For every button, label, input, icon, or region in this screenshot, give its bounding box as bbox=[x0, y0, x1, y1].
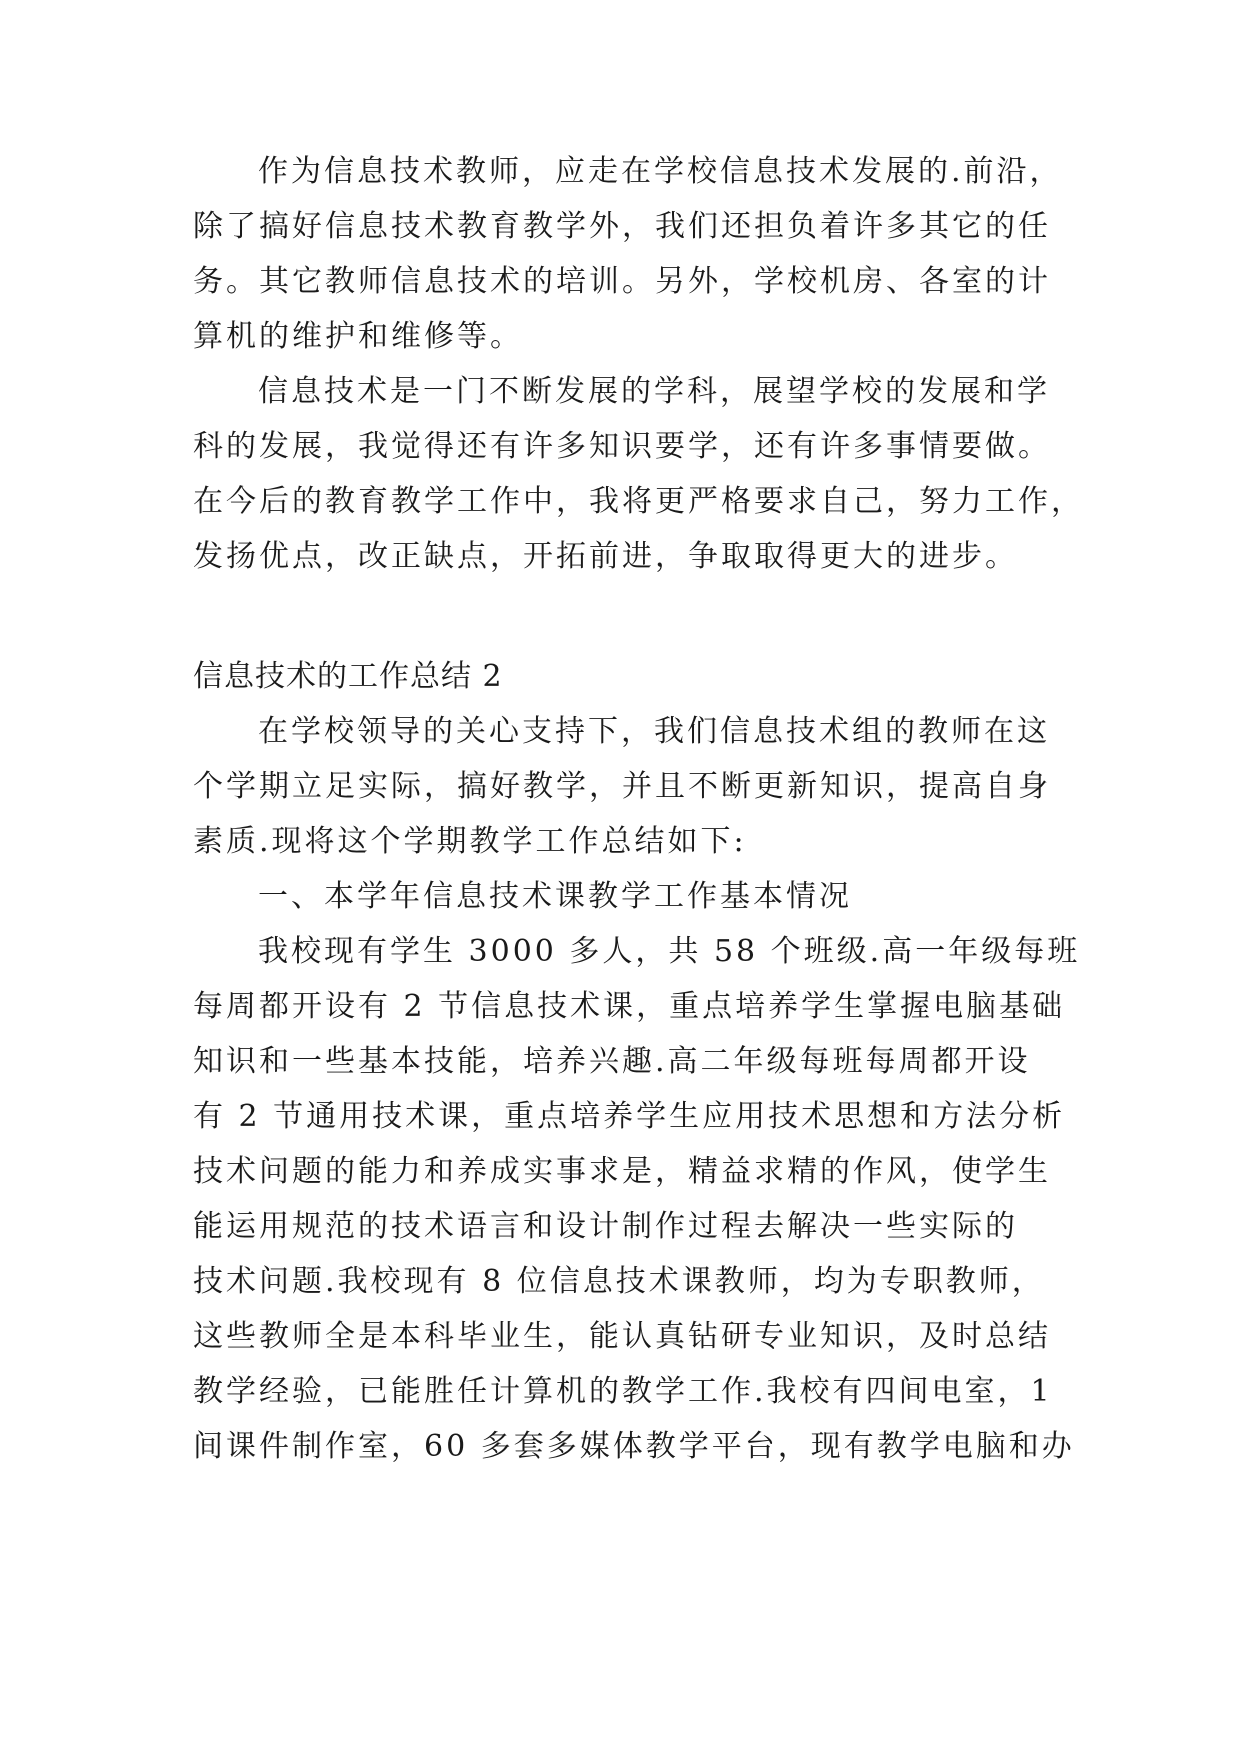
paragraph-line: 在学校领导的关心支持下，我们信息技术组的教师在这 bbox=[258, 714, 1050, 749]
paragraph-line: 科的发展，我觉得还有许多知识要学，还有许多事情要做。 bbox=[193, 429, 1051, 464]
paragraph-line: 我校现有学生 3000 多人，共 58 个班级.高一年级每班 bbox=[258, 934, 1081, 969]
paragraph-line: 技术问题的能力和养成实事求是，精益求精的作风，使学生 bbox=[193, 1154, 1051, 1189]
paragraph-line: 素质.现将这个学期教学工作总结如下: bbox=[193, 824, 747, 859]
paragraph-line: 信息技术是一门不断发展的学科，展望学校的发展和学 bbox=[258, 374, 1050, 409]
paragraph-line: 知识和一些基本技能，培养兴趣.高二年级每班每周都开设 bbox=[193, 1044, 1031, 1079]
paragraph-line: 个学期立足实际，搞好教学，并且不断更新知识，提高自身 bbox=[193, 769, 1051, 804]
paragraph-line: 这些教师全是本科毕业生，能认真钻研专业知识，及时总结 bbox=[193, 1319, 1051, 1354]
paragraph-line: 发扬优点，改正缺点，开拓前进，争取取得更大的进步。 bbox=[193, 539, 1018, 574]
paragraph-line: 在今后的教育教学工作中，我将更严格要求自己，努力工作， bbox=[193, 484, 1084, 519]
paragraph-line: 教学经验，已能胜任计算机的教学工作.我校有四间电室，1 bbox=[193, 1374, 1053, 1409]
paragraph-line: 作为信息技术教师，应走在学校信息技术发展的.前沿， bbox=[258, 154, 1063, 189]
paragraph-line: 有 2 节通用技术课，重点培养学生应用技术思想和方法分析 bbox=[193, 1099, 1066, 1134]
paragraph-line: 每周都开设有 2 节信息技术课，重点培养学生掌握电脑基础 bbox=[193, 989, 1066, 1024]
paragraph-line: 算机的维护和维修等。 bbox=[193, 319, 523, 354]
subheading: 一、本学年信息技术课教学工作基本情况 bbox=[258, 879, 852, 914]
paragraph-line: 间课件制作室，60 多套多媒体教学平台，现有教学电脑和办 bbox=[193, 1429, 1075, 1464]
paragraph-line: 务。其它教师信息技术的培训。另外，学校机房、各室的计 bbox=[193, 264, 1051, 299]
section-title: 信息技术的工作总结 2 bbox=[193, 659, 503, 694]
paragraph-line: 除了搞好信息技术教育教学外，我们还担负着许多其它的任 bbox=[193, 209, 1051, 244]
paragraph-line: 能运用规范的技术语言和设计制作过程去解决一些实际的 bbox=[193, 1209, 1018, 1244]
paragraph-line: 技术问题.我校现有 8 位信息技术课教师，均为专职教师， bbox=[193, 1264, 1045, 1299]
